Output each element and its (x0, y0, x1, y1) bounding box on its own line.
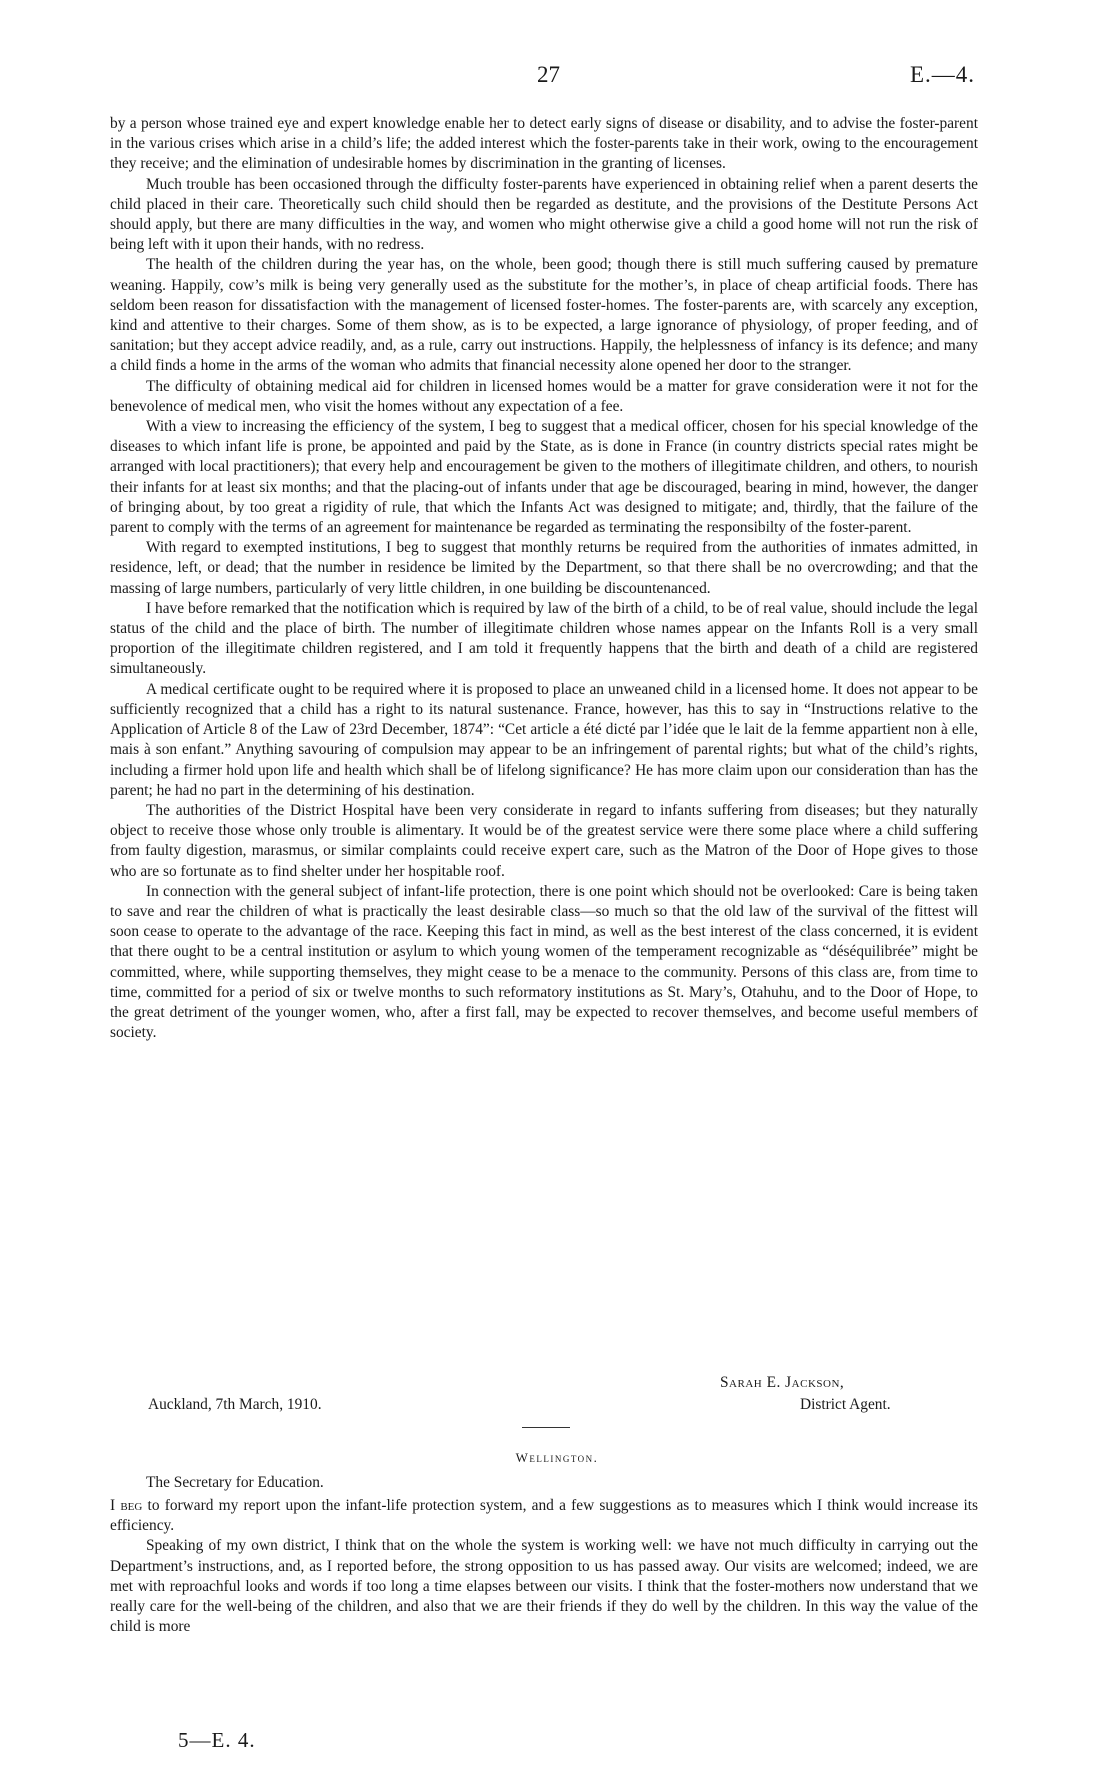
page-number: 27 (537, 62, 560, 87)
paragraph: by a person whose trained eye and expert knowledge enable her to detect early signs of disease or disability, and to advise the foster-parent in the various crises which arise in a child’s life; the added interest which the foster-parents take in their work, owing to the encouragement they receive; and the elimination of undesirable homes by discrimination in the granting of licenses. (110, 115, 978, 173)
paragraph: The health of the children during the year has, on the whole, been good; though there is still much suffering caused by premature weaning. Happily, cow’s milk is being very generally used as the substitute for the mother’s, in place of cheap artificial foods. There has seldom been reason for dissatisfaction with the management of licensed foster-homes. The foster-parents are, with scarcely any exception, kind and attentive to their charges. Some of them show, as is to be expected, a large ignorance of physiology, of proper feeding, and of sanitation; but they accept advice readily, and, as a rule, carry out instructions. Happily, the helplessness of infancy is its defence; and many a child finds a home in the arms of the woman who admits that financial necessity alone opened her door to the stranger. (110, 256, 978, 375)
paragraph: Much trouble has been occasioned through the difficulty foster-parents have experienced in obtaining relief when a parent deserts the child placed in their care. Theoretically such child should then be regarded as destitute, and the provisions of the Destitute Persons Act should apply, but there are many difficulties in the way, and women who might otherwise give a child a good home will not run the risk of being left with it upon their hands, with no redress. (110, 175, 978, 254)
paragraph: With a view to increasing the efficiency of the system, I beg to suggest that a medical officer, chosen for his special knowledge of the diseases to which infant life is prone, be appointed and paid by the State, as is done in France (in country districts special rates might be arranged with local practitioners); that every help and encouragement be given to the mothers of illegitimate children, and others, to nourish their infants for at least six months; and that the placing-out of infants under that age be discouraged, bearing in mind, however, the danger of bringing about, by too great a rigidity of rule, that which the Infants Act was designed to mitigate; and, thirdly, that the failure of the parent to comply with the terms of an agreement for maintenance be regarded as terminating the responsibilty of the foster-parent. (110, 418, 978, 537)
signatory-title: District Agent. (800, 1396, 891, 1413)
report-body (110, 114, 978, 1043)
signature-block (110, 1374, 978, 1418)
paragraph: I have before remarked that the notification which is required by law of the birth of a child, to be of real value, should include the legal status of the child and the place of birth. The number of illegitimate children whose names appear on the Infants Roll is a very small proportion of the illegitimate children registered, and I am told it frequently happens that the birth and death of a child are registered simultaneously. (110, 599, 978, 678)
paragraph: Speaking of my own district, I think that on the whole the system is working well: we have not much difficulty in carrying out the Department’s instructions, and, as I reported before, the strong opposition to us has passed away. Our visits are welcomed; indeed, we are met with reproachful looks and words if too long a time elapses between our visits. I think that the foster-mothers now understand that we really care for the well-being of the children, and also that we are their friends if they do well by the children. In this way the value of the child is more (110, 1537, 978, 1636)
paragraph: The difficulty of obtaining medical aid for children in licensed homes would be a matter for grave consideration were it not for the benevolence of medical men, who visit the homes without any expectation of a fee. (110, 377, 978, 415)
wellington-report-body (110, 1496, 978, 1637)
paragraph (110, 1496, 978, 1536)
series-code: E.—4. (910, 62, 976, 87)
section-heading: Wellington. (515, 1450, 599, 1465)
addressee: The Secretary for Education. (146, 1474, 324, 1491)
paragraph: The authorities of the District Hospital have been very considerate in regard to infants suffering from diseases; but they naturally object to receive those whose only trouble is alimentary. It would be of the greatest service were there some place where a child suffering from faulty digestion, marasmus, or similar complaints could receive expert care, such as the Matron of the Door of Hope gives to those who are so fortunate as to find shelter under her hospitable roof. (110, 801, 978, 880)
section-divider (522, 1427, 570, 1428)
opening-text: to forward my report upon the infant-life protection system, and a few suggestions as to measures which I think would increase its efficiency. (110, 1497, 978, 1535)
signatory-name: Sarah E. Jackson, (720, 1374, 845, 1391)
opening-small-caps: I beg (110, 1497, 143, 1514)
place-and-date: Auckland, 7th March, 1910. (148, 1396, 322, 1413)
paragraph: In connection with the general subject of infant-life protection, there is one point which should not be overlooked: Care is being taken to save and rear the children of what is practically the least desirable class—so much so that the old law of the survival of the fittest will soon cease to operate to the advantage of the race. Keeping this fact in mind, as well as the best interest of the class concerned, it is evident that there ought to be a central institution or asylum to which young women of the temperament recognizable as “déséquilibrée” might be committed, where, while supporting themselves, they might cease to be a menace to the community. Persons of this class are, from time to time, committed for a period of six or twelve months to such reformatory institutions as St. Mary’s, Otahuhu, and to the Door of Hope, to the great detriment of the younger women, who, after a first fall, may be expected to recover themselves, and become useful members of society. (110, 882, 978, 1042)
paragraph: A medical certificate ought to be required where it is proposed to place an unweaned child in a licensed home. It does not appear to be sufficiently recognized that a child has a right to its natural sustenance. France, however, has this to say in “Instructions relative to the Application of Article 8 of the Law of 23rd December, 1874”: “Cet article a été dicté par l’idée que le lait de la femme appartient non à elle, mais à son enfant.” Anything savouring of compulsion may appear to be an infringement of parental rights; but what of the child’s rights, including a firmer hold upon life and health which shall be of lifelong significance? He has more claim upon our consideration than has the parent; he had no part in the determining of his destination. (110, 680, 978, 799)
printer-signature-mark: 5—E. 4. (178, 1728, 256, 1752)
paragraph: With regard to exempted institutions, I beg to suggest that monthly returns be required from the authorities of inmates admitted, in residence, left, or dead; that the number in residence be limited by the Department, so that there shall be no overcrowding; and that the massing of large numbers, particularly of very little children, in one building be discountenanced. (110, 539, 978, 597)
